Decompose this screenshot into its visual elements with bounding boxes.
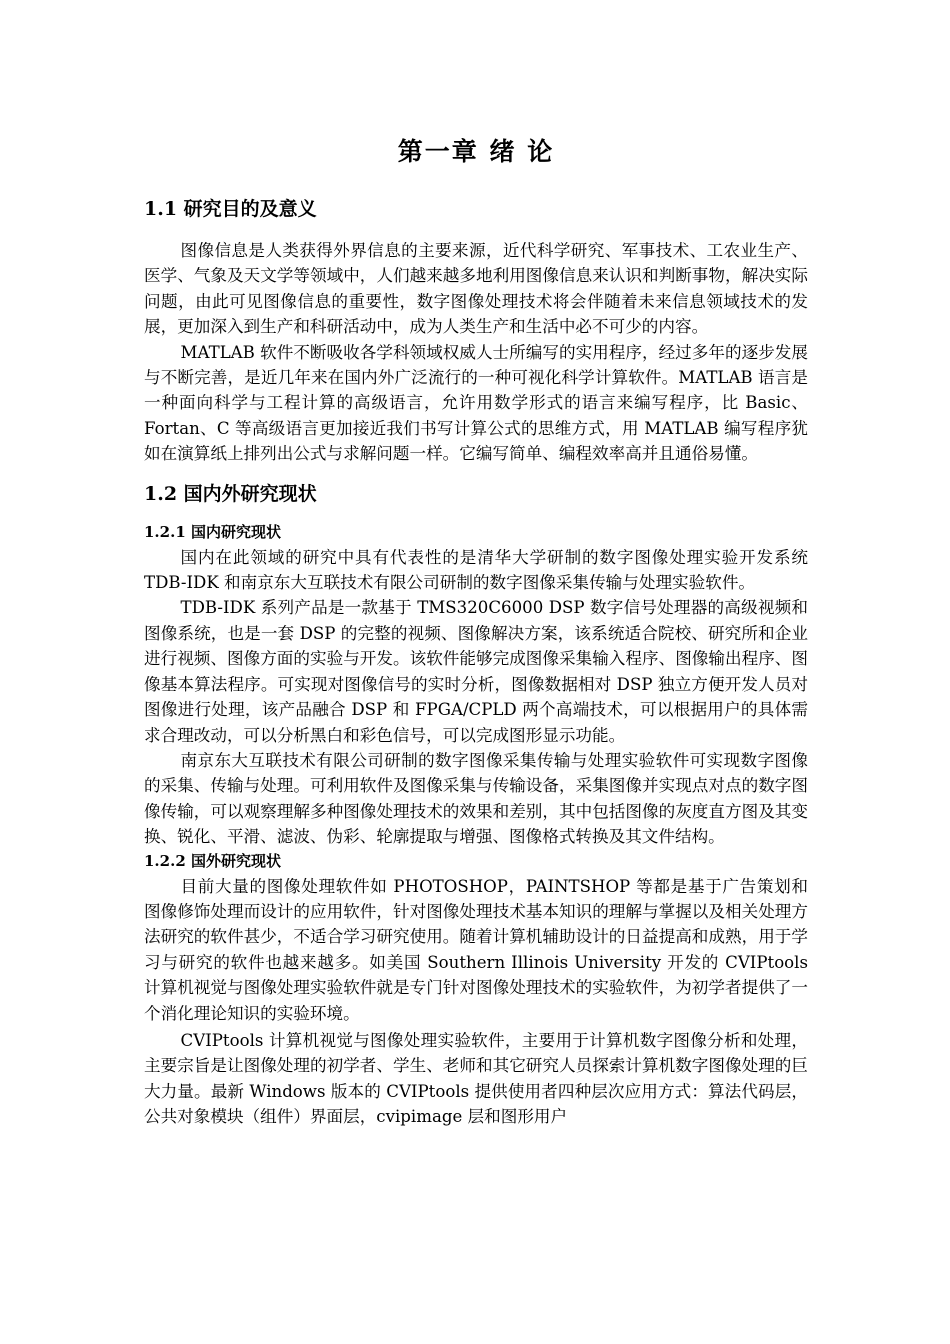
- subsection-heading-1-2-1: 1.2.1 国内研究现状: [144, 522, 281, 541]
- paragraph: 国内在此领域的研究中具有代表性的是清华大学研制的数字图像处理实验开发系统 TDB-IDK 和南京东大互联技术有限公司研制的数字图像采集传输与处理实验软件。: [144, 547, 808, 593]
- paragraph: 南京东大互联技术有限公司研制的数字图像采集传输与处理实验软件可实现数字图像的采集、传输与处理。可利用软件及图像采集与传输设备，采集图像并实现点对点的数字图像传输，可以观察理解多种图像处理技术的效果和差别，其中包括图像的灰度直方图及其变换、锐化、平滑、滤波、伪彩、轮廓提取与增强、图像格式转换及其文件结构。: [144, 750, 808, 847]
- document-body: [144, 128, 808, 1130]
- subsection-heading-1-2-2: 1.2.2 国外研究现状: [144, 851, 281, 870]
- section-heading-1-2: 1.2 国内外研究现状: [144, 482, 317, 505]
- paragraph: CVIPtools 计算机视觉与图像处理实验软件，主要用于计算机数字图像分析和处理，主要宗旨是让图像处理的初学者、学生、老师和其它研究人员探索计算机数字图像处理的巨大力量。最新 Windows 版本的 CVIPtools 提供使用者四种层次应用方式：算法代码层，公共对象模块（组件）界面层，cvipimage 层和图形用户: [144, 1030, 808, 1127]
- paragraph: TDB-IDK 系列产品是一款基于 TMS320C6000 DSP 数字信号处理器的高级视频和图像系统，也是一套 DSP 的完整的视频、图像解决方案，该系统适合院校、研究所和企业进行视频、图像方面的实验与开发。该软件能够完成图像采集输入程序、图像输出程序、图像基本算法程序。可实现对图像信号的实时分析，图像数据相对 DSP 独立方便开发人员对图像进行处理，该产品融合 DSP 和 FPGA/CPLD 两个高端技术，可以根据用户的具体需求合理改动，可以分析黑白和彩色信号，可以完成图形显示功能。: [144, 598, 808, 745]
- paragraph: 图像信息是人类获得外界信息的主要来源，近代科学研究、军事技术、工农业生产、医学、气象及天文学等领域中，人们越来越多地利用图像信息来认识和判断事物，解决实际问题，由此可见图像信息的重要性，数字图像处理技术将会伴随着未来信息领域技术的发展，更加深入到生产和科研活动中，成为人类生产和生活中必不可少的内容。: [144, 241, 808, 337]
- paragraph: 目前大量的图像处理软件如 PHOTOSHOP，PAINTSHOP 等都是基于广告策划和图像修饰处理而设计的应用软件，针对图像处理技术基本知识的理解与掌握以及相关处理方法研究的软件甚少，不适合学习研究使用。随着计算机辅助设计的日益提高和成熟，用于学习与研究的软件也越来越多。如美国 Southern Illinois University 开发的 CVIPtools 计算机视觉与图像处理实验软件就是专门针对图像处理技术的实验软件，为初学者提供了一个消化理论知识的实验环境。: [144, 876, 808, 1023]
- paragraph: MATLAB 软件不断吸收各学科领域权威人士所编写的实用程序，经过多年的逐步发展与不断完善，是近几年来在国内外广泛流行的一种可视化科学计算软件。MATLAB 语言是一种面向科学与工程计算的高级语言，允许用数学形式的语言来编写程序，比 Basic、Fortan、C 等高级语言更加接近我们书写计算公式的思维方式，用 MATLAB 编写程序犹如在演算纸上排列出公式与求解问题一样。它编写简单、编程效率高并且通俗易懂。: [144, 342, 808, 464]
- section-heading-1-1: 1.1 研究目的及意义: [144, 198, 317, 220]
- chapter-title: 第一章 绪 论: [397, 137, 555, 166]
